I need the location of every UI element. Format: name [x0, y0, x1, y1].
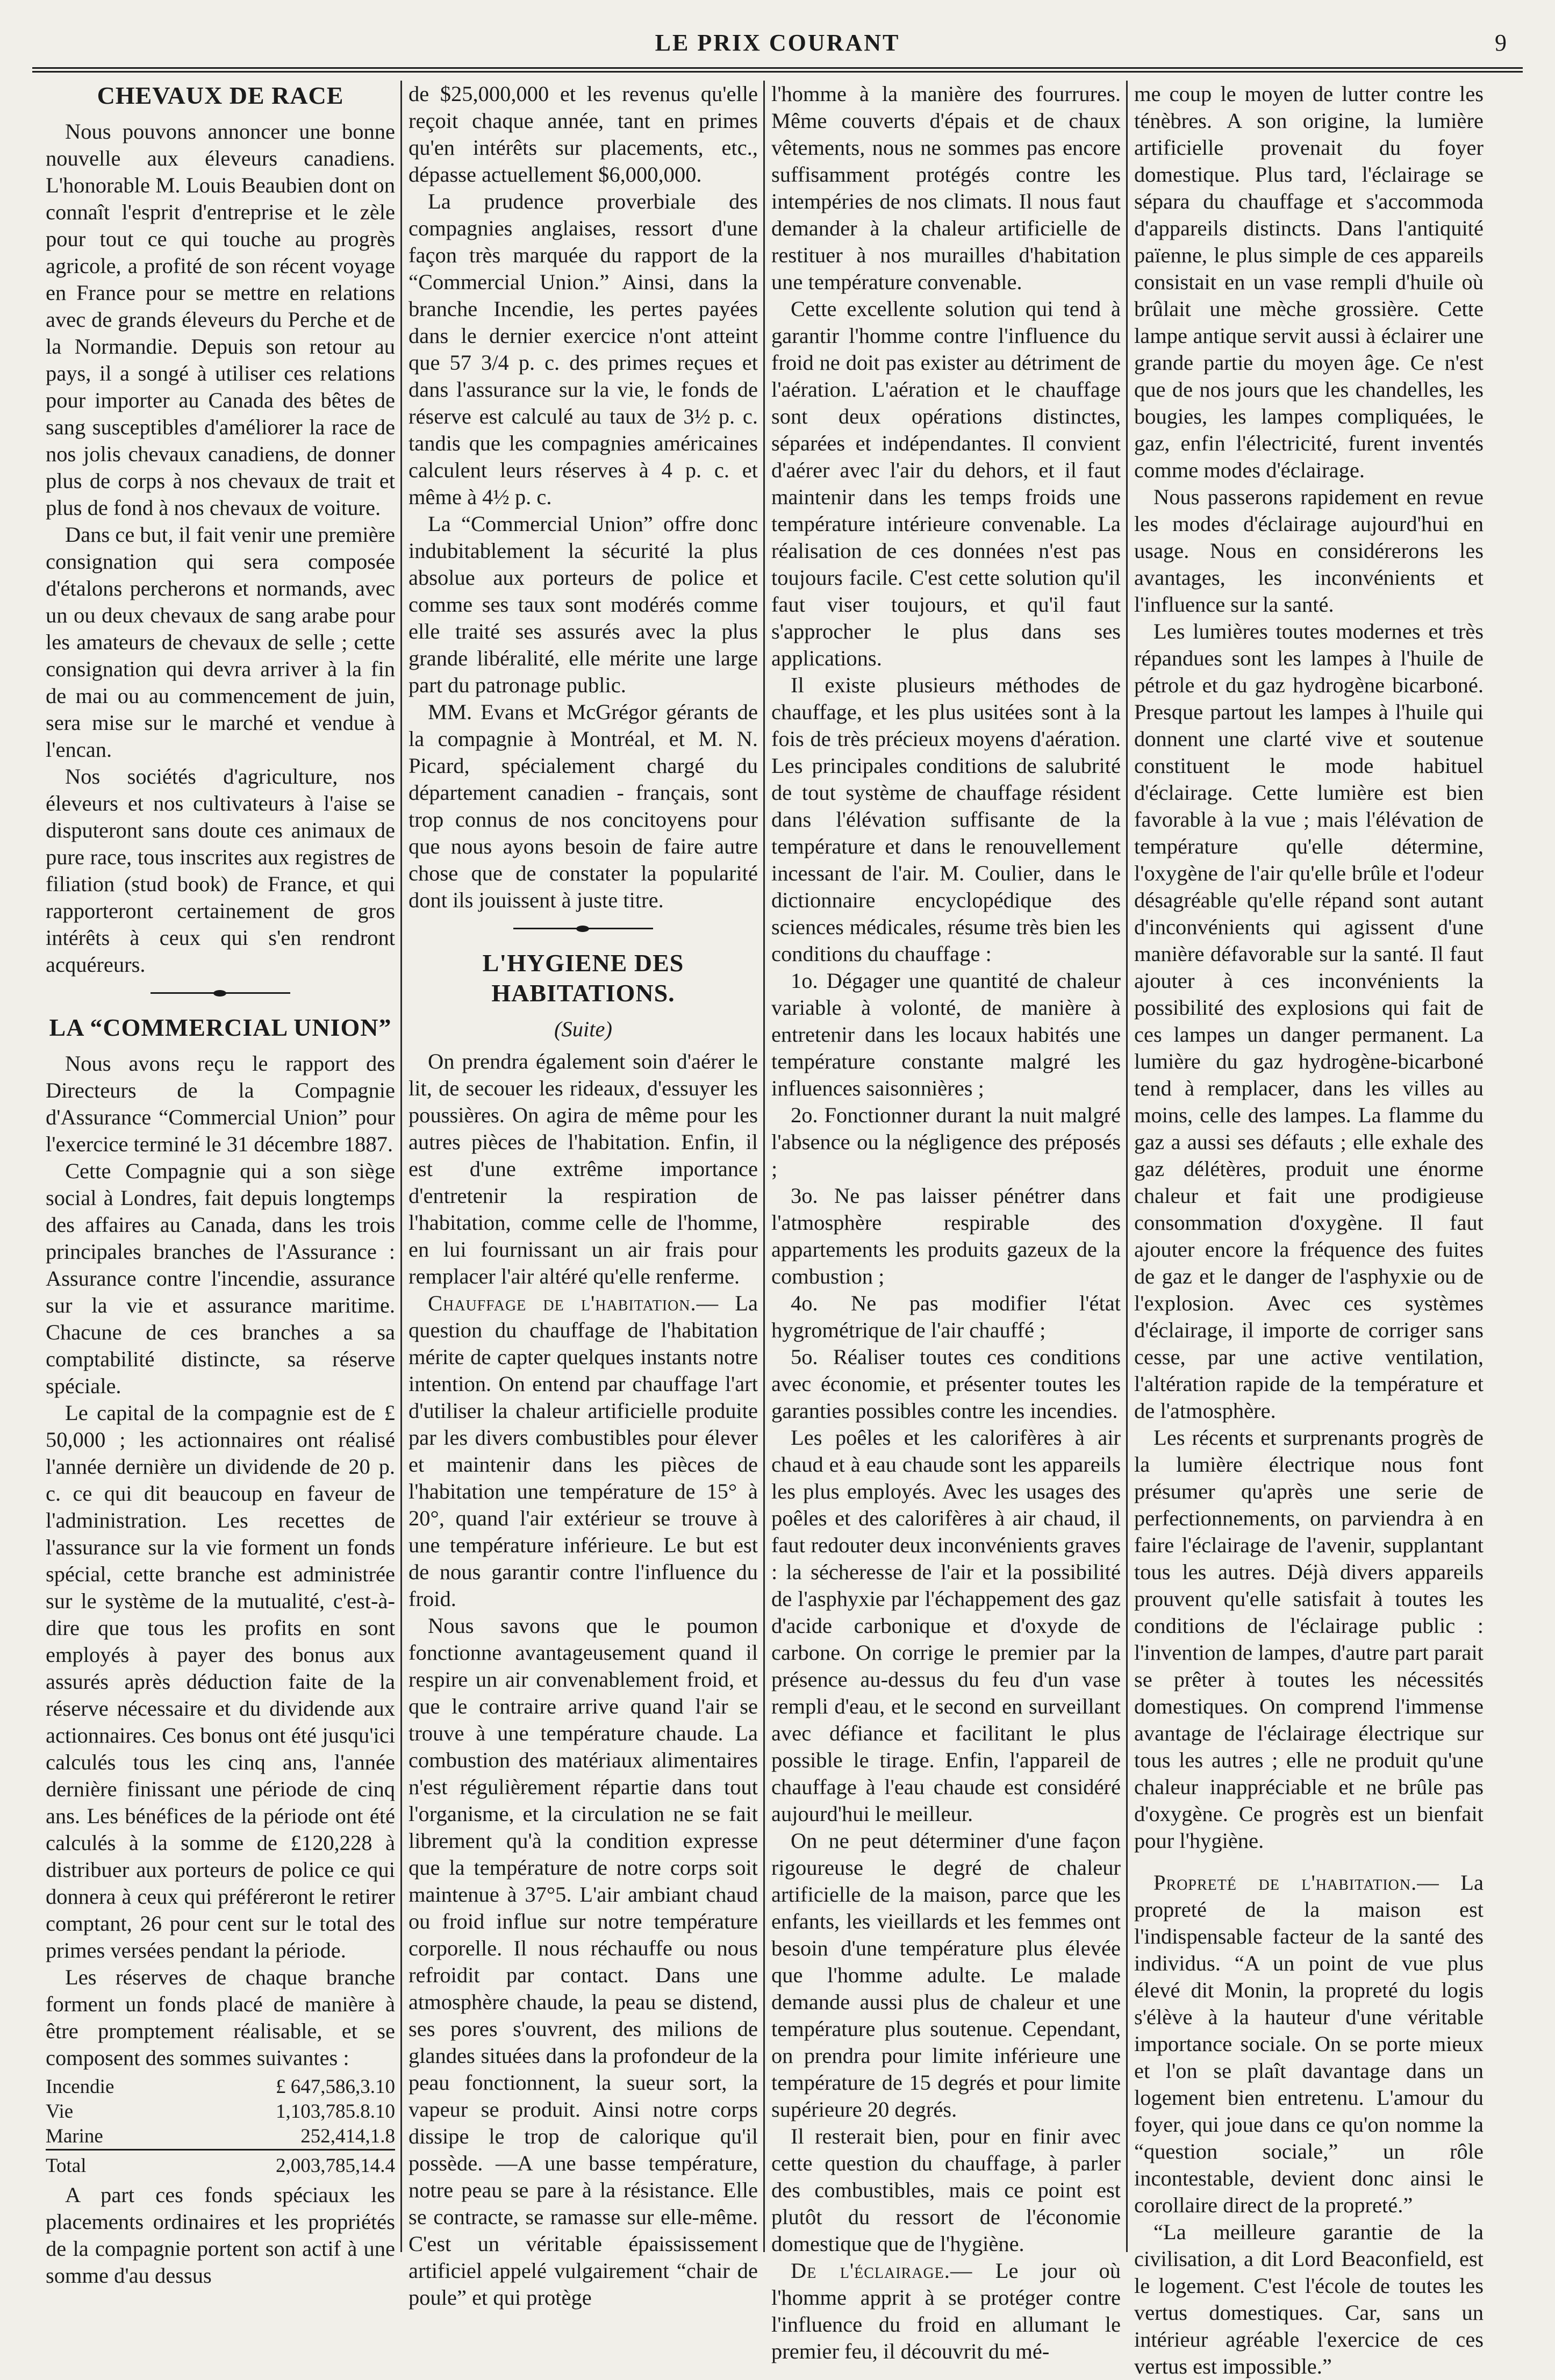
subsection-head-chauffage: Chauffage de l'habitation.—: [428, 1291, 719, 1315]
column-rule: [1126, 81, 1128, 2252]
masthead: [32, 21, 1523, 73]
paragraph: Les poêles et les calorifères à air chaud et à eau chaude sont les appareils les plus employés. Avec les usages des poêles et des calorifères à air chaud, il faut redouter deux inconvénients graves : la sécheresse de l'air et la possibilité de l'asphyxie par l'échappement des gaz d'acide carbonique et d'oxyde de carbone. On corrige le premier par la présence au-dessus du feu d'un vase rempli d'eau, et le second en surveillant avec défiance et facilitant le plus possible le tirage. Enfin, l'appareil de chauffage à l'eau chaude est considéré aujourd'hui le meilleur.: [771, 1425, 1121, 1826]
column-rule: [400, 81, 402, 2252]
article-subtitle: (Suite): [554, 1017, 612, 1041]
subsection-head-proprete: Propreté de l'habitation.—: [1153, 1870, 1439, 1895]
table-row-total: [46, 2150, 395, 2179]
reserve-label: Marine: [46, 2125, 103, 2147]
paragraph: Il existe plusieurs méthodes de chauffage, et les plus usitées sont à la fois de très précieux moyens d'aération. Les principales conditions de salubrité de tout système de chauffage résident dans l'élévation suffisante de la température et dans le renouvellement incessant de l'air. M. Coulier, dans le dictionnaire encyclopédique des sciences médicales, résume très bien les conditions du chauffage :: [771, 673, 1121, 966]
paragraph: La propreté de la maison est l'indispensable facteur de la santé des individus. “A un point de vue plus élevé dit Monin, la propreté du logis s'élève à la hauteur d'une véritable importance sociale. On se porte mieux et l'on se plaît davantage dans un logement bien entretenu. L'amour du foyer, qui joue dans ce qu'on nomme la “question sociale,” un rôle incontestable, devient donc ainsi le corollaire direct de la propreté.”: [1134, 1870, 1484, 2217]
paragraph: La “Commercial Union” offre donc indubitablement la sécurité la plus absolue aux porteurs de police et comme ses taux sont modérés comme elle traité ses assurés avec la plus grande libéralité, elle mérite une large part du patronage public.: [409, 512, 758, 697]
paragraph: de $25,000,000 et les revenus qu'elle reçoit chaque année, tant en primes qu'en intérêts sur placements, etc., dépasse actuellement $6,000,000.: [409, 82, 758, 187]
paragraph: On prendra également soin d'aérer le lit, de secouer les rideaux, d'essuyer les poussières. On agira de même pour les autres pièces de l'habitation. Enfin, il est d'une extrême importance d'entretenir la respiration de l'habitation, comme celle de l'homme, en lui fournissant un air frais pour remplacer l'air altéré qu'elle renferme.: [409, 1049, 758, 1288]
column-3: [771, 81, 1121, 2363]
paragraph: Nous savons que le poumon fonctionne avantageusement quand il respire un air convenablement froid, et que le contraire arrive quand l'air se trouve à une température chaude. La combustion des matériaux alimentaires n'est régulièrement répartie dans tout l'organisme, et la circulation ne se fait librement qu'à la condition expresse que la température de notre corps soit maintenue à 37°5. L'air ambiant chaud ou froid influe sur notre température corporelle. Il nous réchauffe ou nous refroidit par contact. Dans une atmosphère chaude, la peau se distend, ses pores s'ouvrent, des milions de glandes situées dans la profondeur de la peau fonctionnent, la sueur sort, la vapeur se produit. Ainsi notre corps dissipe le trop de calorique qu'il possède. —A une basse température, notre peau se pare à la résistance. Elle se contracte, se ramasse sur elle-même. C'est un véritable épaississement artificiel appelé vulgairement “chair de poule” et qui protège: [409, 1614, 758, 2310]
paragraph: Les réserves de chaque branche forment un fonds placé de manière à être promptement réalisable, et se composent des sommes suivantes :: [46, 1965, 395, 2070]
reserves-table: [46, 2075, 395, 2178]
paragraph: A part ces fonds spéciaux les placements ordinaires et les propriétés de la compagnie portent son actif à une somme d'au dessus: [46, 2183, 395, 2288]
list-item: 5o. Réaliser toutes ces conditions avec économie, et présenter toutes les garanties possibles contre les incendies.: [771, 1345, 1121, 1423]
article-title-commercial-union: LA “COMMERCIAL UNION”: [49, 1014, 392, 1041]
paragraph: On ne peut déterminer d'une façon rigoureuse le degré de chaleur artificielle de la maison, parce que les enfants, les vieillards et les femmes ont besoin d'une température plus élevée que l'homme adulte. Le malade demande aussi plus de chaleur et une température plus soutenue. Cependant, on prendra pour limite inférieure une température de 15 degrés et pour limite supérieure 20 degrés.: [771, 1829, 1121, 2121]
paragraph: “La meilleure garantie de la civilisation, a dit Lord Beaconfield, est le logement. C'est l'école de toutes les vertus domestiques. Car, sans un intérieur agréable l'exercice de ces vertus est impossible.”: [1134, 2220, 1484, 2378]
table-row: [46, 2075, 395, 2099]
list-item: 1o. Dégager une quantité de chaleur variable à volonté, de manière à entretenir dans les locaux habités une température constante malgré les influences saisonnières ;: [771, 969, 1121, 1100]
reserve-label: Vie: [46, 2101, 74, 2123]
paragraph: Le capital de la compagnie est de £ 50,000 ; les actionnaires ont réalisé l'année dernière un dividende de 20 p. c. ce qui dit beaucoup en faveur de l'administration. Les recettes de l'assurance sur la vie forment un fonds spécial, cette branche est administrée sur le système de la mutualité, c'est-à-dire que tous les profits en sont employés à payer des bonus aux assurés après déduction faite de la réserve nécessaire et du dividende aux actionnaires. Ces bonus ont été jusqu'ici calculés tous les cinq ans, l'année dernière finissant une période de cinq ans. Les bénéfices de la période ont été calculés à la somme de £120,228 à distribuer aux porteurs de police ce qui donnera à ceux qui préféreront le retirer comptant, 26 pour cent sur le total des primes versées pendant la période.: [46, 1401, 395, 1962]
article-title-chevaux: CHEVAUX DE RACE: [97, 82, 344, 109]
paragraph: La prudence proverbiale des compagnies anglaises, ressort d'une façon très marquée du rapport de la “Commercial Union.” Ainsi, dans la branche Incendie, les pertes payées dans le dernier exercice n'ont atteint que 57 3/4 p. c. des primes reçues et dans l'assurance sur la vie, le fonds de réserve est calculé au taux de 3½ p. c. tandis que les compagnies américaines calculent leurs réserves à 4 p. c. et même à 4½ p. c.: [409, 189, 758, 509]
paragraph: La question du chauffage de l'habitation mérite de capter quelques instants notre intention. On entend par chauffage l'art d'utiliser la chaleur artificielle produite par les divers combustibles pour élever et maintenir dans les pièces de l'habitation une température de 15° à 20°, quand l'air extérieur se trouve à une température inférieure. Le but est de nous garantir contre l'influence du froid.: [409, 1291, 758, 1611]
page-number: 9: [1495, 30, 1507, 56]
paragraph: Nous passerons rapidement en revue les modes d'éclairage aujourd'hui en usage. Nous en considérerons les avantages, les inconvénients et l'influence sur la santé.: [1134, 485, 1484, 616]
newspaper-title: LE PRIX COURANT: [655, 30, 900, 56]
section-ornament: [46, 984, 395, 1003]
section-ornament: [409, 919, 758, 938]
reserve-value: 252,414,1.8: [300, 2125, 395, 2147]
paragraph: me coup le moyen de lutter contre les ténèbres. A son origine, la lumière artificielle provenait du foyer domestique. Plus tard, l'éclairage se sépara du chauffage et s'accommoda d'appareils distincts. Dans l'antiquité païenne, le plus simple de ces appareils consistait en un vase rempli d'huile où brûlait une mèche grossière. Cette lampe antique servit aussi à éclairer une grande partie du moyen âge. Ce n'est que de nos jours que les chandelles, les bougies, les lampes compliquées, le gaz, enfin l'électricité, furent inventés comme modes d'éclairage.: [1134, 82, 1484, 482]
paragraph: Il resterait bien, pour en finir avec cette question du chauffage, à parler des combustibles, mais ce point est plutôt du ressort de l'économie domestique que de l'hygiène.: [771, 2124, 1121, 2256]
paragraph: MM. Evans et McGrégor gérants de la compagnie à Montréal, et M. N. Picard, spécialement chargé du département canadien - français, sont trop connus de nos concitoyens pour que nous ayons besoin de faire autre chose que de constater la popularité dont ils jouissent à juste titre.: [409, 700, 758, 912]
reserve-value: 1,103,785.8.10: [276, 2101, 395, 2123]
subsection-head-eclairage: De l'éclairage.—: [791, 2259, 973, 2283]
paragraph: Les lumières toutes modernes et très répandues sont les lampes à l'huile de pétrole et du gaz hydrogène bicarboné. Presque partout les lampes à l'huile qui donnent une clarté vive et soutenue constituent le mode habituel d'éclairage. Cette lumière est bien favorable à la vue ; mais l'élévation de température qu'elle détermine, l'oxygène de l'air qu'elle brûle et l'odeur désagréable qu'elle répand sont autant d'inconvénients qui agissent d'une manière défavorable sur la santé. Il faut ajouter à ces inconvénients la possibilité des explosions qui fait de ces lampes un danger permanent. La lumière du gaz hydrogène-bicarboné tend à remplacer, dans les villes au moins, celle des lampes. La flamme du gaz a aussi ses défauts ; elle exhale des gaz délétères, produit une énorme chaleur et fait une prodigieuse consommation d'oxygène. Il faut ajouter encore la fréquence des fuites de gaz et le danger de l'asphyxie ou de l'explosion. Avec ces systèmes d'éclairage, il importe de corriger sans cesse, par une active ventilation, l'altération rapide de la température et de l'atmosphère.: [1134, 619, 1484, 1423]
paragraph: Nous pouvons annoncer une bonne nouvelle aux éleveurs canadiens. L'honorable M. Louis Beaubien dont on connaît l'esprit d'entreprise et le zèle pour tout ce qui touche au progrès agricole, a profité de son récent voyage en France pour se mettre en relations avec de grands éleveurs du Perche et de la Normandie. Depuis son retour au pays, il a songé à utiliser ces relations pour importer au Canada des bêtes de sang susceptibles d'améliorer la race de nos jolis chevaux canadiens, de donner plus de corps à nos chevaux de trait et plus de fond à nos chevaux de voiture.: [46, 119, 395, 520]
reserve-total-value: 2,003,785,14.4: [173, 2150, 395, 2179]
list-item: 4o. Ne pas modifier l'état hygrométrique de l'air chauffé ;: [771, 1291, 1121, 1342]
column-rule: [763, 81, 765, 2252]
article-title-hygiene: L'HYGIENE DES HABITATIONS.: [482, 949, 684, 1007]
table-row: [46, 2099, 395, 2124]
paragraph: Nos sociétés d'agriculture, nos éleveurs et nos cultivateurs à l'aise se disputeront sans doute ces animaux de pure race, tous inscrites aux registres de filiation (stud book) de France, et qui rapporteront certainement de gros intérêts à ceux qui s'en rendront acquéreurs.: [46, 764, 395, 977]
reserve-label: Incendie: [46, 2076, 114, 2098]
paragraph: Nous avons reçu le rapport des Directeurs de la Compagnie d'Assurance “Commercial Union” pour l'exercice terminé le 31 décembre 1887.: [46, 1051, 395, 1156]
paragraph: l'homme à la manière des fourrures. Même couverts d'épais et de chaux vêtements, nous ne sommes pas encore suffisamment protégés contre les intempéries de nos climats. Il nous faut demander à la chaleur artificielle de restituer à nos murailles d'habitation une température convenable.: [771, 82, 1121, 294]
list-item: 3o. Ne pas laisser pénétrer dans l'atmosphère respirable des appartements les produits gazeux de la combustion ;: [771, 1184, 1121, 1288]
paragraph: Les récents et surprenants progrès de la lumière électrique nous font présumer qu'après une serie de perfectionnements, on parviendra à en faire l'éclairage de l'avenir, supplantant tous les autres. Déjà divers appareils prouvent qu'elle satisfait à toutes les conditions de l'éclairage public : l'invention de lampes, d'autre part parait se prêter à toutes les nécessités domestiques. On comprend l'immense avantage de l'éclairage électrique sur tous les autres ; elle ne produit qu'une chaleur inappréciable et ne brûle pas d'oxygène. Ce progrès est un bienfait pour l'hygiène.: [1134, 1425, 1484, 1853]
column-4: [1134, 81, 1484, 2378]
paragraph: Dans ce but, il fait venir une première consignation qui sera composée d'étalons percherons et normands, avec un ou deux chevaux de sang arabe pour les amateurs de chevaux de selle ; cette consignation qui devra arriver à la fin de mai ou au commencement de juin, sera mise sur le marché et vendue à l'encan.: [46, 522, 396, 762]
table-row: [46, 2124, 395, 2150]
reserve-total-label: Total: [46, 2150, 173, 2179]
column-2: [409, 81, 758, 2310]
list-item: 2o. Fonctionner durant la nuit malgré l'absence ou la négligence des préposés ;: [771, 1103, 1121, 1181]
paragraph: Cette Compagnie qui a son siège social à Londres, fait depuis longtemps des affaires au Canada, dans les trois principales branches de l'Assurance : Assurance contre l'incendie, assurance sur la vie et assurance maritime. Chacune de ces branches a sa comptabilité distincte, sa réserve spéciale.: [46, 1159, 395, 1398]
reserve-value: £ 647,586,3.10: [276, 2076, 395, 2098]
paragraph: Le jour où l'homme apprit à se protéger contre l'influence du froid en allumant le premier feu, il découvrit du mé-: [771, 2259, 1121, 2363]
paragraph: Cette excellente solution qui tend à garantir l'homme contre l'influence du froid ne doit pas exister au détriment de l'aération. L'aération et le chauffage sont deux opérations distinctes, séparées et indépendantes. Il convient d'aérer avec l'air du dehors, et il faut maintenir dans les temps froids une température intérieure convenable. La réalisation de ces données n'est pas toujours facile. C'est cette solution qu'il faut viser toujours, et qu'il faut s'approcher le plus dans ses applications.: [771, 297, 1121, 670]
column-1: [46, 81, 396, 2288]
